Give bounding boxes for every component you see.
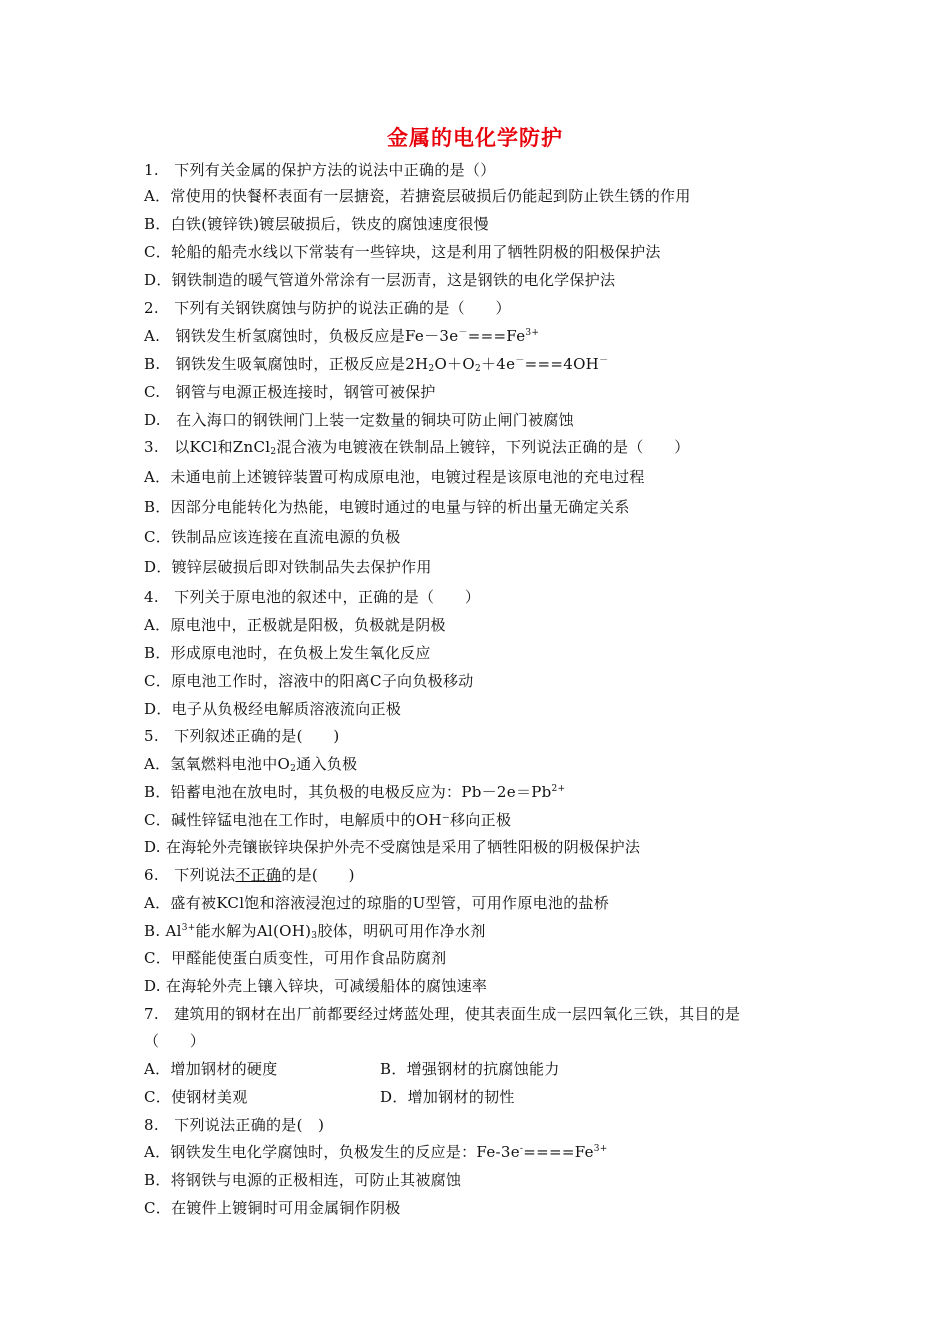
question-8-option-b: B．将钢铁与电源的正极相连，可防止其被腐蚀 (144, 1171, 462, 1189)
question-6-option-c: C．甲醛能使蛋白质变性，可用作食品防腐剂 (144, 949, 447, 967)
question-2-option-a: A. 钢铁发生析氢腐蚀时，负极反应是$Fe-3e^-===Fe^{3+}$ (144, 327, 540, 345)
question-6-stem: 6. 下列说法不正确的是( ) (144, 866, 355, 884)
question-4-option-a: A．原电池中，正极就是阳极，负极就是阴极 (144, 616, 446, 634)
question-8-stem: 8. 下列说法正确的是( ) (144, 1116, 325, 1134)
question-2-option-d: D. 在入海口的钢铁闸门上装一定数量的铜块可防止闸门被腐蚀 (144, 411, 574, 429)
question-7-option-d: D．增加钢材的韧性 (380, 1088, 515, 1106)
question-5-option-c: C．碱性锌锰电池在工作时，电解质中的OH⁻移向正极 (144, 811, 512, 829)
question-5-option-a: A．氢氧燃料电池中$O_2$通入负极 (144, 755, 358, 774)
question-7-stem: 7. 建筑用的钢材在出厂前都要经过烤蓝处理，使其表面生成一层四氧化三铁，其目的是 (144, 1005, 741, 1023)
question-3-option-c: C．铁制品应该连接在直流电源的负极 (144, 528, 401, 546)
question-1-option-a: A．常使用的快餐杯表面有一层搪瓷，若搪瓷层破损后仍能起到防止铁生锈的作用 (144, 187, 691, 205)
question-7-option-a: A．增加钢材的硬度 (144, 1060, 278, 1078)
question-1-option-c: C．轮船的船壳水线以下常装有一些锌块，这是利用了牺牲阴极的阳极保护法 (144, 243, 661, 261)
question-1-option-b: B．白铁(镀锌铁)镀层破损后，铁皮的腐蚀速度很慢 (144, 215, 489, 233)
page-title: 金属的电化学防护 (387, 126, 563, 150)
question-4-option-d: D．电子从负极经电解质溶液流向正极 (144, 700, 402, 718)
question-1-stem: 1. 下列有关金属的保护方法的说法中正确的是（） (144, 161, 496, 179)
question-5-option-b: B．铅蓄电池在放电时，其负极的电极反应为：$Pb-2e=Pb^{2+}$ (144, 783, 566, 801)
question-3-option-a: A．未通电前上述镀锌装置可构成原电池，电镀过程是该原电池的充电过程 (144, 468, 645, 486)
question-4-stem: 4. 下列关于原电池的叙述中，正确的是（ ） (144, 588, 481, 606)
question-4-option-c: C．原电池工作时，溶液中的阳离C子向负极移动 (144, 672, 474, 690)
question-6-option-b: B. $Al^{3+}$能水解为$Al(OH)_3$胶体，明矾可用作净水剂 (144, 922, 486, 941)
question-6-option-a: A．盛有被KCl饱和溶液浸泡过的琼脂的U型管，可用作原电池的盐桥 (144, 894, 610, 912)
question-1-option-d: D．钢铁制造的暖气管道外常涂有一层沥青，这是钢铁的电化学保护法 (144, 271, 616, 289)
question-7-option-c: C．使钢材美观 (144, 1088, 248, 1106)
question-4-option-b: B．形成原电池时，在负极上发生氧化反应 (144, 644, 431, 662)
question-3-stem: 3. 以KCl和ZnCl$_2$混合液为电镀液在铁制品上镀锌，下列说法正确的是（ ） (144, 438, 690, 457)
question-3-option-d: D．镀锌层破损后即对铁制品失去保护作用 (144, 558, 432, 576)
question-3-option-b: B．因部分电能转化为热能，电镀时通过的电量与锌的析出量无确定关系 (144, 498, 630, 516)
question-7-option-b: B．增强钢材的抗腐蚀能力 (380, 1060, 560, 1078)
question-5-option-d: D. 在海轮外壳镶嵌锌块保护外壳不受腐蚀是采用了牺牲阳极的阴极保护法 (144, 838, 641, 856)
question-2-option-b: B. 钢铁发生吸氧腐蚀时，正极反应是$2H_2O+O_2+4e^-===4OH^-$ (144, 355, 609, 374)
question-5-stem: 5. 下列叙述正确的是( ) (144, 727, 340, 745)
question-2-stem: 2. 下列有关钢铁腐蚀与防护的说法正确的是（ ） (144, 299, 511, 317)
question-8-option-a: A．钢铁发生电化学腐蚀时，负极发生的反应是：$Fe-3e^-====Fe^{3+}$ (144, 1143, 608, 1161)
question-8-option-c: C．在镀件上镀铜时可用金属铜作阴极 (144, 1199, 401, 1217)
question-6-option-d: D. 在海轮外壳上镶入锌块，可减缓船体的腐蚀速率 (144, 977, 488, 995)
question-2-option-c: C. 钢管与电源正极连接时，钢管可被保护 (144, 383, 436, 401)
question-7-answer-paren: （ ） (144, 1032, 206, 1050)
